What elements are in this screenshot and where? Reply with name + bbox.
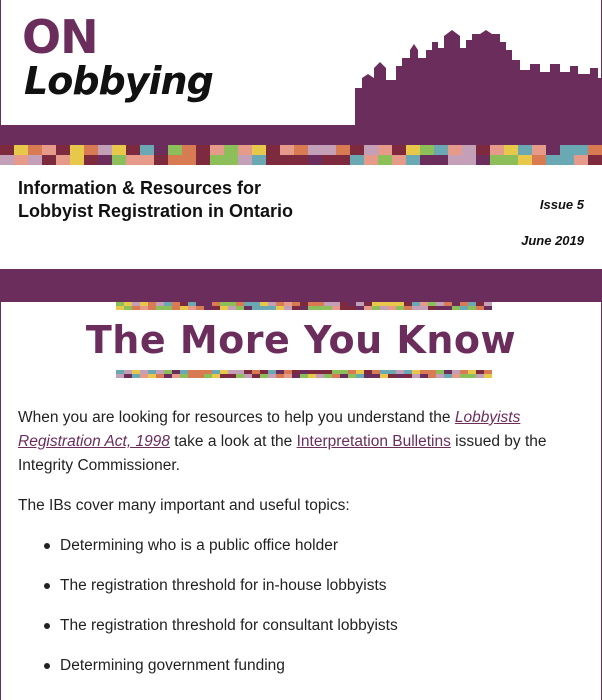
section-title: The More You Know bbox=[85, 318, 517, 362]
act-link[interactable]: Lobbyists Registration Act, 1998 bbox=[18, 409, 521, 450]
intro-paragraph: When you are looking for resources to help you understand the Lobbyists Registration Act, 1998 take a look at the Interpretation Bulletins issued by the Integrity Commissioner. bbox=[18, 409, 547, 474]
article-body bbox=[18, 406, 584, 694]
interpretation-bulletins-link[interactable]: Interpretation Bulletins bbox=[296, 433, 451, 450]
issue-number: Issue 5 bbox=[539, 197, 584, 212]
color-strip-above-heading bbox=[0, 302, 602, 310]
issue-info bbox=[0, 165, 602, 269]
logo-on: ON bbox=[22, 10, 98, 64]
section-heading bbox=[0, 302, 602, 382]
color-strip-below-heading bbox=[0, 370, 602, 378]
issue-title: Information & Resources for Lobbyist Registration in Ontario bbox=[18, 178, 294, 221]
list-item: Determining who is a public office holder bbox=[42, 534, 584, 558]
logo-lobbying: Lobbying bbox=[24, 59, 213, 103]
topics-intro: The IBs cover many important and useful topics: bbox=[18, 497, 350, 514]
legislature-skyline-icon bbox=[0, 30, 602, 150]
masthead bbox=[0, 0, 602, 165]
list-item: Determining government funding bbox=[42, 654, 584, 678]
topics-list bbox=[42, 534, 584, 678]
color-strip-top bbox=[0, 145, 602, 165]
purple-divider-band bbox=[0, 269, 602, 302]
list-item: The registration threshold for in-house lobbyists bbox=[42, 574, 584, 598]
issue-date: June 2019 bbox=[521, 233, 584, 248]
list-item: The registration threshold for consultant lobbyists bbox=[42, 614, 584, 638]
